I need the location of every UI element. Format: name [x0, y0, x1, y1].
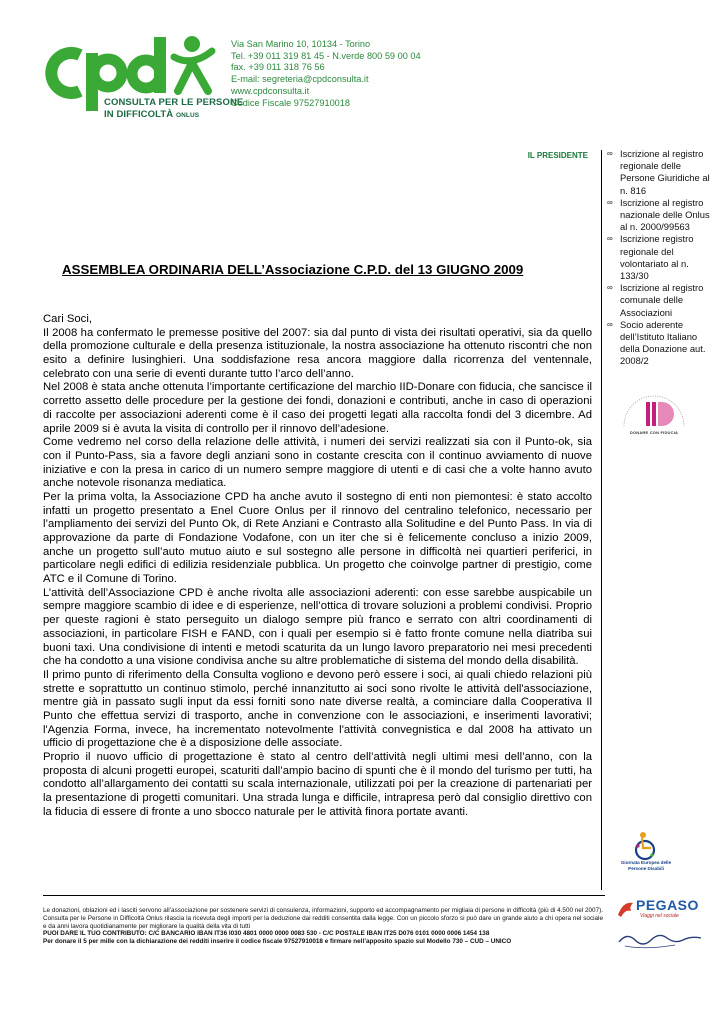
list-item-text: Iscrizione al registro nazionale delle Onlus al n. 2000/99563: [620, 196, 710, 233]
org-name-difficolta: IN DIFFICOLTÀ: [104, 109, 174, 120]
registrations-list: [607, 148, 715, 368]
footer-text: Le donazioni, oblazioni ed i lasciti servono all’associazione per sostenere servizi di consulenza, informazioni, supporto ed accompagnamento per migliaia di persone in difficoltà (più di 4.500 nel 2007). Consulta per le Persone in Difficoltà Onlus rilascia la ricevuta degli importi per la deduzione dai redditi consentita dalla legge. Con un piccolo sforzo si può dare un grande aiuto a chi opera nel sociale e da anni lavora quotidianamente per migliorare la qualità della vita di tutti: [43, 907, 603, 930]
handwritten-logo: [615, 928, 705, 952]
paragraph: L’attività dell’Associazione CPD è anche rivolta alle associazioni aderenti: con esse sarebbe auspicabile un sempre maggiore scambio di idee e di esperienze, nell’ottica di trovare soluzioni a problemi condivisi. Proprio per queste ragioni è stato perseguito un dialogo sempre più franco e serrato con altri coordinamenti di associazioni, in particolare FISH e FAND, con i quali per esempio si è fatto fronte comune nella diatriba sui buoni taxi. Una condivisione di intenti e metodi scaturita da un lungo lavoro preparatorio nei mesi precedenti che ha condotto a una visione condivisa anche su altre problematiche di sistema del mondo della disabilità.: [43, 586, 592, 668]
list-item-text: Socio aderente dell’Istituto Italiano della Donazione aut. 2008/2: [620, 318, 706, 367]
footer-divider: [43, 895, 605, 896]
bullet-icon: ∞: [607, 319, 613, 329]
list-item: [607, 319, 715, 368]
org-name-line1: CONSULTA PER LE PERSONE: [104, 97, 244, 108]
paragraph: Proprio il nuovo ufficio di progettazione è stato al centro dell’attività negli ultimi mesi dell’anno, con la proposta di alcuni progetti europei, scaturiti dall’ampio bacino di spunti che è il mondo del turismo per tutti, ha condotto all’allargamento dei contatti su scala internazionale, utilizzati poi per la creazione di partenariati per la presentazione di progetti comunitari. Una strada lunga e difficile, intrapresa però dal consiglio direttivo con la fiducia di essere di fronte a uno sbocco naturale per le attività finora portate avanti.: [43, 751, 592, 818]
paragraph: Il 2008 ha confermato le premesse positive del 2007: sia dal punto di vista dei risultati operativi, sia da quello della promozione culturale e della presenza istituzionale, la nostra associazione ha ottenuto riscontri che non esito a definire lusinghieri. Una soddisfazione resa ancora maggiore dalla ricorrenza del ventennale, celebrato con una serie di eventi durante tutto l’arco dell’anno.: [43, 326, 592, 380]
paragraph: Per la prima volta, la Associazione CPD ha anche avuto il sostegno di enti non piemontesi: è stato accolto infatti un progetto presentato a Enel Cuore Onlus per il rinnovo del centralino telefonico, necessario per l’ampliamento dei servizi del Punto Ok, di Rete Anziani e Contrasto alla Solitudine e del Punto Pass. In via di approvazione da parte di Fondazione Vodafone, con un iter che si è felicemente concluso a inizio 2009, anche un progetto sull’auto mutuo aiuto e sul sostegno alle persone in difficoltà nei quartieri periferici, in particolare negli edifici di edilizia residenziale pubblica. Un progetto che coinvolge partner di prestigio, come ATC e il Comune di Torino.: [43, 490, 592, 586]
iid-caption: DONARE CON FIDUCIA: [629, 430, 679, 435]
list-item-text: Iscrizione al registro comunale delle Associazioni: [620, 282, 704, 318]
document-title: ASSEMBLEA ORDINARIA DELL’Associazione C.P.D. del 13 GIUGNO 2009: [62, 262, 524, 277]
list-item-text: Iscrizione al registro regionale delle Persone Giuridiche al n. 816: [620, 148, 710, 196]
pegaso-name: PEGASO: [636, 897, 699, 913]
list-item: [607, 148, 715, 197]
org-onlus: ONLUS: [175, 112, 200, 119]
sidebar-divider: [601, 150, 602, 890]
fiscal-code: Codice Fiscale 97527910018: [231, 97, 351, 108]
pegaso-tagline: Viaggi nel sociale: [640, 913, 679, 919]
five-per-mille-note: Per donare il 5 per mille con la dichiarazione dei redditi inserire il codice fiscale 97527910018 e firmare nell’apposito spazio sul Modello 730 – CUD – UNICO: [43, 938, 512, 946]
document-body: [43, 313, 592, 819]
europe-caption: Giornata Europea delle Persone Disabili: [620, 860, 672, 871]
president-label: IL PRESIDENTE: [527, 151, 588, 160]
list-item: [607, 282, 715, 319]
list-item: [607, 233, 715, 282]
phone: Tel. +39 011 319 81 45 - N.verde 800 59 00 04: [231, 50, 421, 61]
bullet-icon: ∞: [607, 149, 613, 158]
fax: fax. +39 011 318 76 56: [231, 62, 325, 73]
org-name-line2: [104, 109, 199, 120]
list-item-text: Iscrizione registro regionale del volontariato al n. 133/30: [620, 233, 694, 282]
bullet-icon: ∞: [607, 197, 613, 207]
paragraph: Il primo punto di riferimento della Consulta vogliono e devono però essere i soci, ai quali chiedo relazioni più strette e soprattutto un continuo stimolo, perché innanzitutto ai soci sono rivolte le attività dell'associazione, mentre già in passato sugli input da essi forniti sono nate diverse realtà, a cominciare dalla Cooperativa Il Punto che effettua servizi di trasporto, anche in convenzione con le associazioni, e inserimenti lavorativi; l'Agenzia Forma, invece, ha incrementato notevolmente l'attività convegnistica e dal 2008 ha attivato un ufficio di progettazione che è a disposizione delle associate.: [43, 668, 592, 750]
list-item: [607, 197, 715, 234]
paragraph: Come vedremo nel corso della relazione delle attività, i numeri dei servizi realizzati sia con il Punto-ok, sia con il Punto-Pass, sia a favore degli anziani sono in costante crescita con il continuo avviamento di nuove iniziative e con la presa in carico di un numero sempre maggiore di utenti e di casi che a volte hanno avuto anche notevole risonanza mediatica.: [43, 436, 592, 490]
script-logo-icon: [615, 928, 705, 952]
bank-details: PUOI DARE IL TUO CONTRIBUTO: C/C BANCARIO IBAN IT36 I030 4801 0000 0000 0083 530 - C/C POSTALE IBAN IT25 D076 0101 0000 0006 1454 138: [43, 930, 490, 938]
email-link[interactable]: E-mail: segreteria@cpdconsulta.it: [231, 74, 369, 85]
address: Via San Marino 10, 10134 - Torino: [231, 39, 371, 49]
paragraph: Nel 2008 è stata anche ottenuta l’importante certificazione del marchio IID-Donare con fiducia, che sancisce il corretto assetto delle procedure per la gestione dei fondi, donazioni e contributi, anche in caso di operazioni di raccolte per associazioni aderenti come è il caso dei progetti legati alla raccolta fondi del 3 dicembre. Ad aprile 2009 si è avuta la visita di controllo per il rinnovo dell’adesione.: [43, 381, 592, 435]
salutation: Cari Soci,: [43, 313, 92, 325]
website-link[interactable]: www.cpdconsulta.it: [231, 85, 310, 96]
contact-block: [231, 39, 421, 109]
bullet-icon: ∞: [607, 234, 613, 244]
bullet-icon: ∞: [607, 283, 613, 293]
donation-footer: [43, 907, 603, 946]
